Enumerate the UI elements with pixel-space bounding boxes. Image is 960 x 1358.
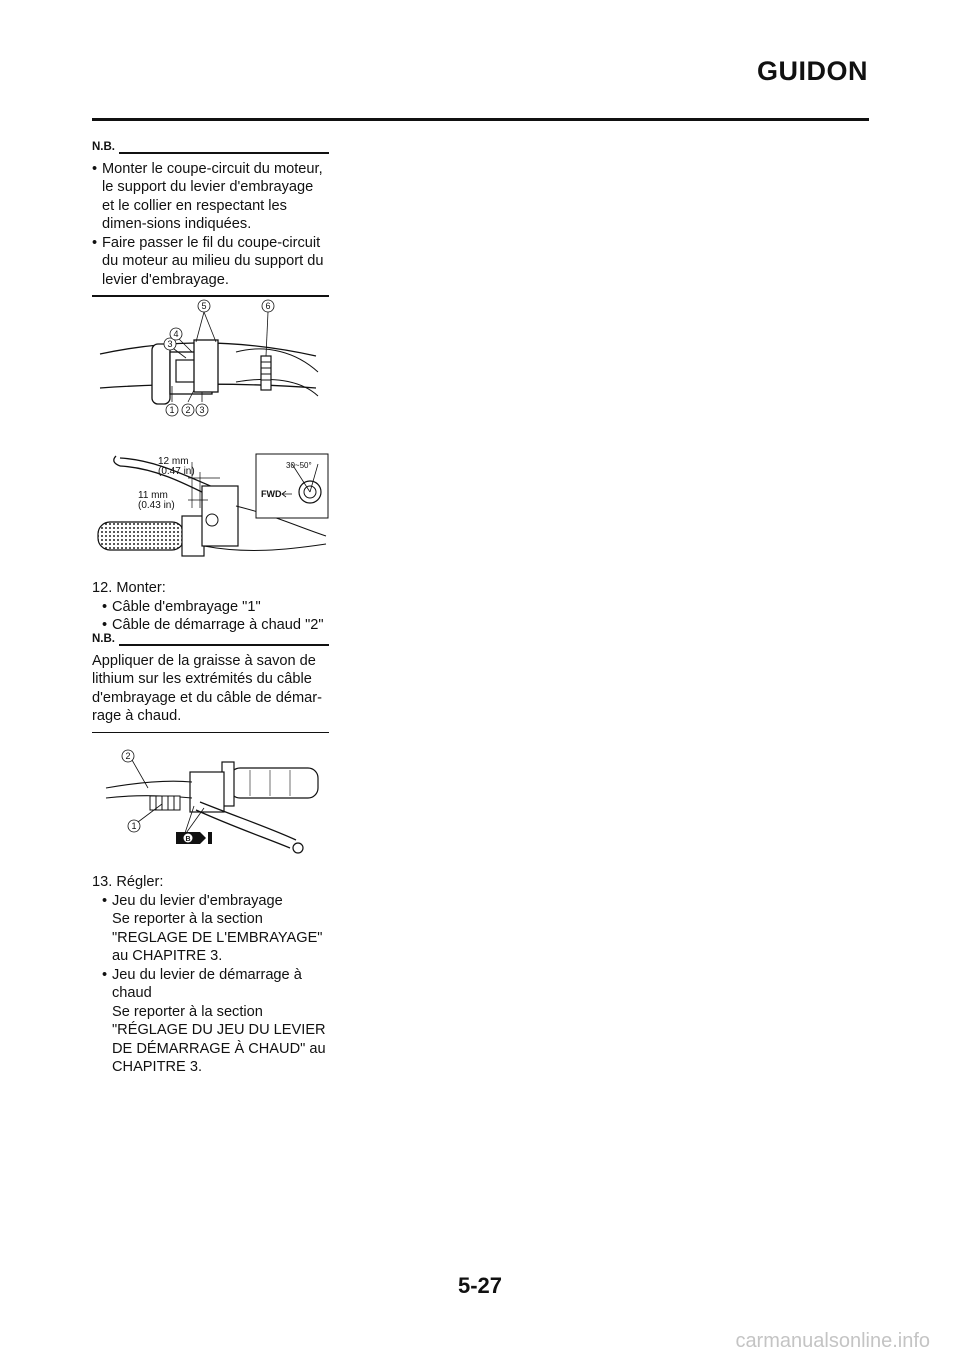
step-reference: "REGLAGE DE L'EMBRAYAGE" <box>112 929 323 946</box>
callout-label: 4 <box>173 329 179 339</box>
step-13 <box>92 873 329 1077</box>
dimension-a-in: (0.47 in) <box>158 466 195 477</box>
dimension-b-in: (0.43 in) <box>138 500 175 511</box>
step-reference: CHAPITRE 3. <box>112 1059 203 1075</box>
page-number: 5-27 <box>457 1273 503 1298</box>
note-block-2 <box>92 630 329 733</box>
step-verb: Régler: <box>116 874 164 890</box>
callout-label: 2 <box>185 405 191 415</box>
note-label: N.B. <box>92 141 115 153</box>
note-item: • Faire passer le fil du coupe-circuit du moteur au milieu du support du levier d'embrayage. <box>92 234 329 290</box>
step-number: 12. <box>92 580 113 596</box>
fwd-label: FWD <box>261 489 282 499</box>
figure-lever-dimensions <box>96 446 332 564</box>
step-number: 13. <box>92 874 113 890</box>
dimension-a-mm: 12 mm <box>158 456 189 467</box>
callout-label: 1 <box>169 405 175 415</box>
figure-cable-install <box>100 742 324 860</box>
callout-label: 3 <box>167 339 173 349</box>
header-rule <box>92 118 869 121</box>
callout-label: 6 <box>265 301 271 311</box>
callout-label: 3 <box>199 405 205 415</box>
page-title: GUIDON <box>757 56 868 86</box>
step-item: • Câble de démarrage à chaud "2" <box>102 616 329 635</box>
figure-kill-switch <box>96 296 320 420</box>
step-verb: Monter: <box>116 580 166 596</box>
step-reference: au CHAPITRE 3. <box>112 948 223 964</box>
step-reference: Se reporter à la section <box>112 1003 263 1020</box>
angle-label: 30~50° <box>286 461 312 470</box>
note-rule <box>92 732 329 734</box>
callout-label: 2 <box>125 751 131 761</box>
step-item: • Jeu du levier d'embrayage <box>102 892 329 911</box>
note-header <box>92 630 329 649</box>
note-item: • Monter le coupe-circuit du moteur, le support du levier d'embrayage et le collier en respectant les dimen-sions indiquées. <box>92 160 329 234</box>
step-reference: DE DÉMARRAGE À CHAUD" au <box>112 1040 326 1057</box>
step-reference: "RÉGLAGE DU JEU DU LEVIER <box>112 1022 326 1038</box>
watermark: carmanualsonline.info <box>735 1330 930 1352</box>
callout-label: 5 <box>201 301 207 311</box>
note-text: Appliquer de la graisse à savon de lithium sur les extrémités du câble d'embrayage et du câble de démar-rage à chaud. <box>92 652 322 724</box>
grease-label: B <box>185 836 191 843</box>
note-list <box>92 160 329 290</box>
note-rule <box>119 644 329 646</box>
step-item: • Câble d'embrayage "1" <box>102 598 329 617</box>
note-rule <box>119 152 329 154</box>
note-label: N.B. <box>92 633 115 645</box>
note-header <box>92 138 329 157</box>
step-reference: Se reporter à la section <box>112 911 263 927</box>
step-12 <box>92 579 329 635</box>
dimension-b-mm: 11 mm <box>138 490 168 501</box>
callout-label: 1 <box>131 821 137 831</box>
step-item: • Jeu du levier de démarrage à chaud <box>102 966 329 1003</box>
note-block-1 <box>92 138 329 297</box>
